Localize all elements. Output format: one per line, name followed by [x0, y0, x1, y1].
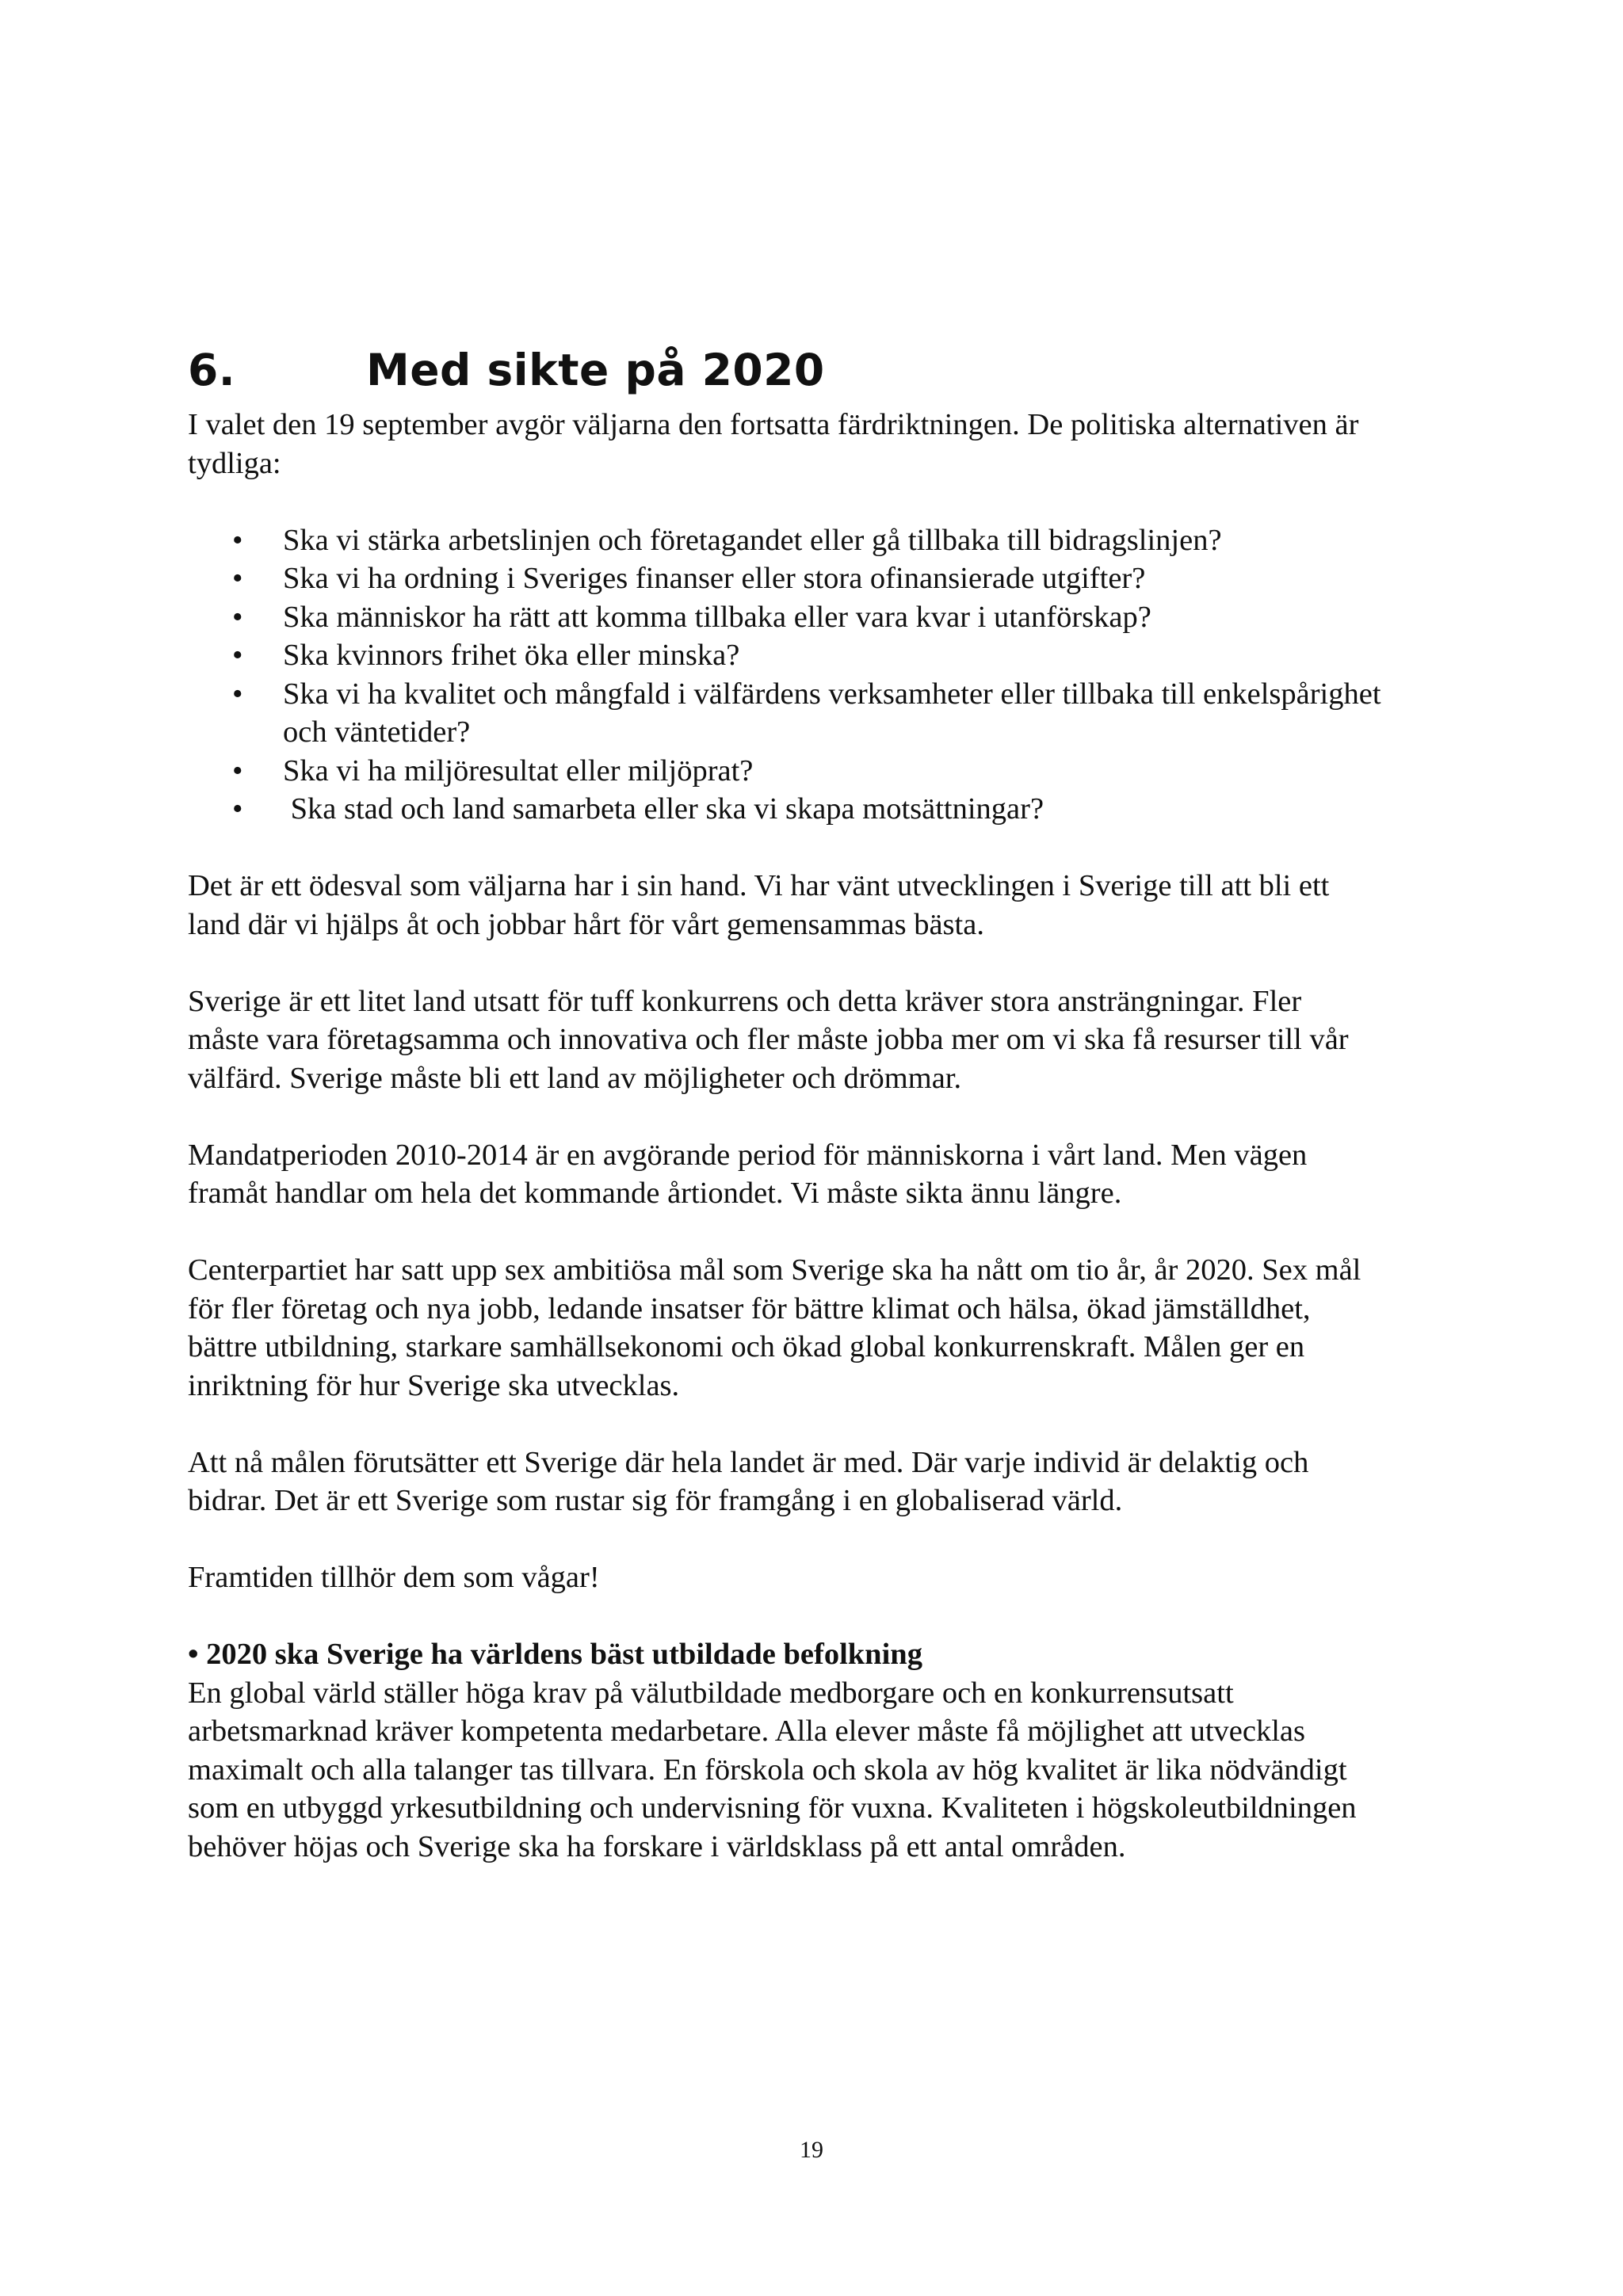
page-number: 19: [800, 2137, 823, 2163]
list-item: [188, 752, 1456, 791]
paragraph-line: måste vara företagsamma och innovativa och fler måste jobba mer om vi ska få resurser till vår: [188, 1023, 1349, 1056]
body-paragraph: [188, 982, 1456, 1098]
section-heading: [188, 345, 1456, 395]
list-item: [188, 598, 1456, 637]
paragraph-line: Att nå målen förutsätter ett Sverige där hela landet är med. Där varje individ är delaktig och: [188, 1445, 1309, 1479]
body-paragraph: [188, 867, 1456, 944]
paragraph-line: En global värld ställer höga krav på välutbildade medborgare och en konkurrensutsatt: [188, 1676, 1234, 1710]
list-item: [188, 675, 1456, 752]
body-paragraph: [188, 1444, 1456, 1520]
paragraph-line: framåt handlar om hela det kommande årtiondet. Vi måste sikta ännu längre.: [188, 1177, 1122, 1210]
goal-heading: • 2020 ska Sverige ha världens bäst utbildade befolkning: [188, 1638, 922, 1671]
bullet-icon: •: [232, 523, 243, 557]
closing-statement: [188, 1558, 1456, 1597]
list-item-text: Ska stad och land samarbeta eller ska vi skapa motsättningar?: [283, 792, 1044, 826]
list-item: [188, 636, 1456, 675]
list-item-text: Ska vi ha ordning i Sveriges finanser eller stora ofinansierade utgifter?: [283, 562, 1146, 595]
paragraph-line: för fler företag och nya jobb, ledande insatser för bättre klimat och hälsa, ökad jämställdhet,: [188, 1291, 1311, 1325]
list-item: [188, 521, 1456, 560]
page-content: [188, 345, 1456, 1866]
intro-line: tydliga:: [188, 446, 281, 480]
paragraph-line: Sverige är ett litet land utsatt för tuff konkurrens och detta kräver stora ansträngningar. Fler: [188, 984, 1302, 1018]
paragraph-line: som en utbyggd yrkesutbildning och undervisning för vuxna. Kvaliteten i högskoleutbildningen: [188, 1791, 1357, 1825]
question-list: [188, 521, 1456, 829]
list-item: [188, 559, 1456, 598]
bullet-icon: •: [232, 639, 243, 672]
list-item-text: Ska människor ha rätt att komma tillbaka eller vara kvar i utanförskap?: [283, 600, 1151, 634]
paragraph-line: land där vi hjälps åt och jobbar hårt för vårt gemensammas bästa.: [188, 907, 984, 941]
bullet-icon: •: [232, 600, 243, 634]
paragraph-line: bidrar. Det är ett Sverige som rustar sig för framgång i en globaliserad värld.: [188, 1484, 1123, 1517]
paragraph-line: välfärd. Sverige måste bli ett land av möjligheter och drömmar.: [188, 1061, 962, 1095]
paragraph-line: arbetsmarknad kräver kompetenta medarbetare. Alla elever måste få möjlighet att utvecklas: [188, 1714, 1305, 1748]
body-paragraph: [188, 1136, 1456, 1213]
bullet-icon: •: [232, 677, 243, 711]
list-item: [188, 790, 1456, 829]
paragraph-line: behöver höjas och Sverige ska ha forskare i världsklass på ett antal områden.: [188, 1829, 1126, 1863]
bullet-icon: •: [232, 562, 243, 595]
list-item-text: och väntetider?: [283, 715, 471, 749]
list-item-text: Ska vi stärka arbetslinjen och företagandet eller gå tillbaka till bidragslinjen?: [283, 523, 1222, 557]
paragraph-line: bättre utbildning, starkare samhällsekonomi och ökad global konkurrenskraft. Målen ger en: [188, 1330, 1305, 1363]
intro-paragraph: [188, 406, 1456, 482]
bullet-icon: •: [232, 792, 243, 826]
paragraph-line: Centerpartiet har satt upp sex ambitiösa mål som Sverige ska ha nått om tio år, år 2020. Sex mål: [188, 1253, 1361, 1287]
list-item-text: Ska kvinnors frihet öka eller minska?: [283, 639, 740, 672]
section-number: 6.: [188, 345, 236, 395]
goal-paragraph: [188, 1674, 1456, 1867]
paragraph-line: inriktning för hur Sverige ska utvecklas.: [188, 1368, 680, 1402]
paragraph-line: maximalt och alla talanger tas tillvara. En förskola och skola av hög kvalitet är lika nödvändigt: [188, 1753, 1347, 1787]
bullet-icon: •: [232, 753, 243, 788]
section-title: Med sikte på 2020: [366, 345, 825, 395]
paragraph-line: Framtiden tillhör dem som vågar!: [188, 1561, 600, 1594]
paragraph-line: Mandatperioden 2010-2014 är en avgörande period för människorna i vårt land. Men vägen: [188, 1138, 1308, 1172]
list-item-text: Ska vi ha miljöresultat eller miljöprat?: [283, 753, 754, 788]
body-paragraph: [188, 1251, 1456, 1405]
list-item-text: Ska vi ha kvalitet och mångfald i välfärdens verksamheter eller tillbaka till enkelspårighet: [283, 677, 1381, 711]
paragraph-line: Det är ett ödesval som väljarna har i sin hand. Vi har vänt utvecklingen i Sverige till att bli ett: [188, 869, 1330, 902]
intro-line: I valet den 19 september avgör väljarna den fortsatta färdriktningen. De politiska alternativen är: [188, 408, 1359, 441]
